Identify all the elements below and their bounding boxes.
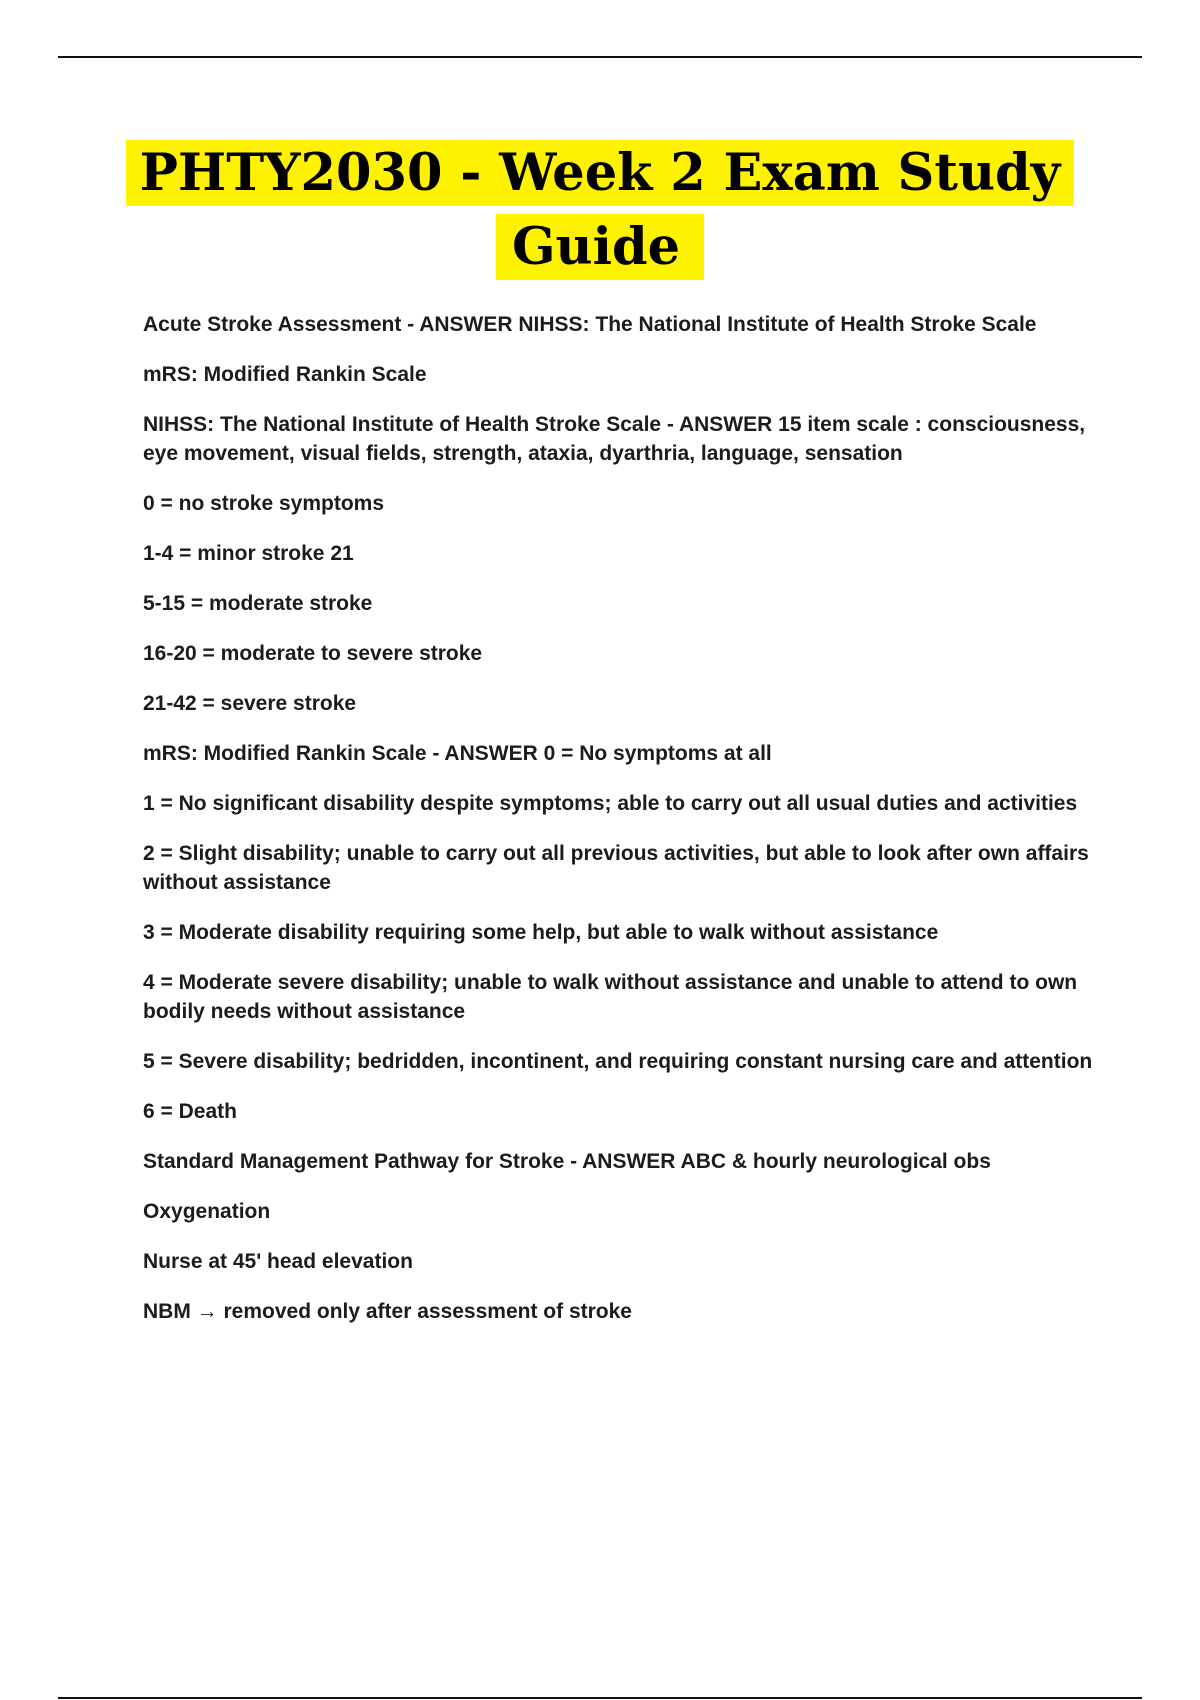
paragraph-nbm: NBM → removed only after assessment of stroke (143, 1300, 632, 1323)
paragraph-oxygenation: Oxygenation (143, 1200, 271, 1223)
paragraph-mrs: mRS: Modified Rankin Scale (143, 363, 427, 386)
paragraph-management-pathway: Standard Management Pathway for Stroke - ANSWER ABC & hourly neurological obs (143, 1150, 991, 1173)
paragraph-nihss-score-16-20: 16-20 = moderate to severe stroke (143, 642, 483, 665)
paragraph-mrs-6: 6 = Death (143, 1100, 237, 1123)
paragraph-acute-stroke-assessment: Acute Stroke Assessment - ANSWER NIHSS: The National Institute of Health Stroke Scale (143, 313, 1037, 336)
paragraph-mrs-1: 1 = No significant disability despite symptoms; able to carry out all usual duties and activities (143, 792, 1078, 815)
document-title (0, 140, 1200, 288)
top-rule (58, 56, 1142, 58)
paragraph-nihss: NIHSS: The National Institute of Health Stroke Scale - ANSWER 15 item scale : consciousness, eye movement, visual fields, strength, ataxia, dyarthria, language, sensation (143, 413, 1086, 465)
paragraph-mrs-5: 5 = Severe disability; bedridden, incontinent, and requiring constant nursing care and attention (143, 1050, 1093, 1073)
paragraph-nihss-score-0: 0 = no stroke symptoms (143, 492, 384, 515)
paragraph-mrs-3: 3 = Moderate disability requiring some help, but able to walk without assistance (143, 921, 939, 944)
paragraph-mrs-4: 4 = Moderate severe disability; unable to walk without assistance and unable to attend to own bodily needs without assistance (143, 971, 1078, 1023)
document-body (143, 310, 1098, 1347)
paragraph-mrs-answer: mRS: Modified Rankin Scale - ANSWER 0 = No symptoms at all (143, 742, 772, 765)
paragraph-nihss-score-21-42: 21-42 = severe stroke (143, 692, 357, 715)
paragraph-nihss-score-5-15: 5-15 = moderate stroke (143, 592, 373, 615)
title-line-1: PHTY2030 - Week 2 Exam Study (126, 140, 1075, 206)
title-line-2: Guide (496, 214, 704, 280)
paragraph-mrs-2: 2 = Slight disability; unable to carry out all previous activities, but able to look after own affairs without assistance (143, 842, 1089, 894)
paragraph-nihss-score-1-4: 1-4 = minor stroke 21 (143, 542, 354, 565)
bottom-rule (58, 1697, 1142, 1699)
paragraph-head-elevation: Nurse at 45' head elevation (143, 1250, 413, 1273)
